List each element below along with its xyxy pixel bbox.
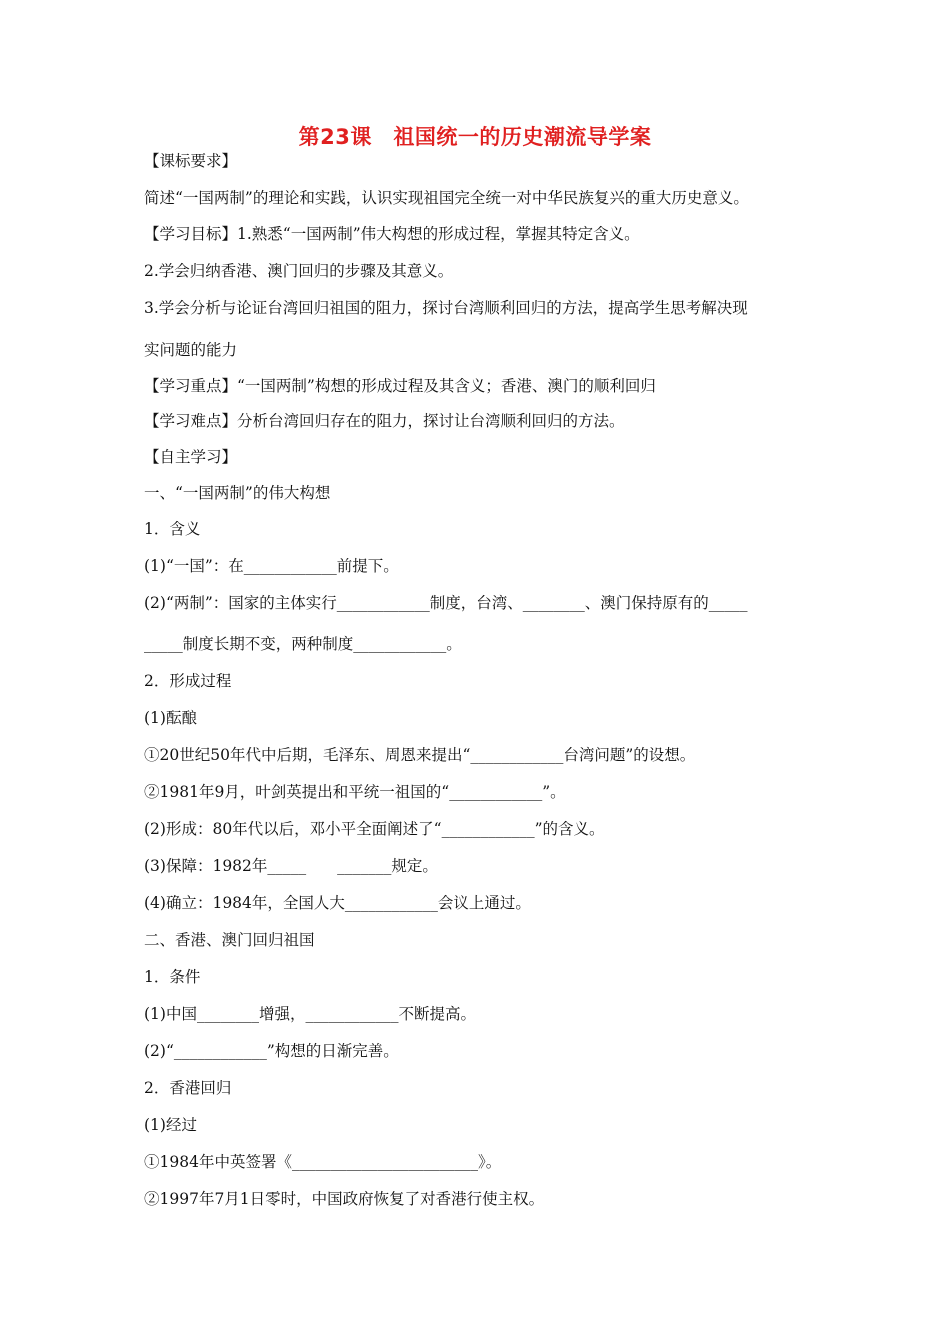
item-two-systems-cont: _____制度长期不变，两种制度____________。: [144, 635, 462, 653]
item-brewing: (1)酝酿: [144, 709, 197, 727]
item-conditions: 1．条件: [144, 968, 201, 986]
part-one-heading: 一、“一国两制”的伟大构想: [144, 484, 331, 502]
item-hongkong-return: 2．香港回归: [144, 1079, 232, 1097]
item-formation: 2．形成过程: [144, 672, 232, 690]
item-one-country: (1)“一国”：在____________前提下。: [144, 557, 399, 575]
item-guarantee: (3)保障：1982年_____ _______规定。: [144, 857, 438, 875]
learning-goal-2: 2.学会归纳香港、澳门回归的步骤及其意义。: [144, 262, 454, 280]
item-formed: (2)形成：80年代以后，邓小平全面阐述了“____________”的含义。: [144, 820, 605, 838]
part-two-heading: 二、香港、澳门回归祖国: [144, 931, 315, 949]
item-process: (1)经过: [144, 1116, 197, 1134]
learning-goal-1: 【学习目标】1.熟悉“一国两制”伟大构想的形成过程，掌握其特定含义。: [144, 225, 640, 243]
learning-goal-3-cont: 实问题的能力: [144, 341, 238, 359]
item-two-systems: (2)“两制”：国家的主体实行____________制度，台湾、________、澳门保持原有的_____: [144, 594, 748, 612]
item-brewing-2: ②1981年9月，叶剑英提出和平统一祖国的“____________”。: [144, 783, 566, 801]
item-process-2: ②1997年7月1日零时，中国政府恢复了对香港行使主权。: [144, 1190, 545, 1208]
item-brewing-1: ①20世纪50年代中后期，毛泽东、周恩来提出“____________台湾问题”的设想。: [144, 746, 696, 764]
document-title: 第23课 祖国统一的历史潮流导学案: [298, 125, 652, 149]
item-established: (4)确立：1984年，全国人大____________会议上通过。: [144, 894, 531, 912]
item-process-1: ①1984年中英签署《________________________》。: [144, 1153, 502, 1171]
section-heading-curriculum: 【课标要求】: [144, 152, 238, 170]
key-points: 【学习重点】“一国两制”构想的形成过程及其含义；香港、澳门的顺利回归: [144, 377, 656, 395]
item-meaning: 1．含义: [144, 520, 201, 538]
section-heading-self-study: 【自主学习】: [144, 448, 238, 466]
difficult-points: 【学习难点】分析台湾回归存在的阻力，探讨让台湾顺利回归的方法。: [144, 412, 625, 430]
item-conditions-2: (2)“____________”构想的日渐完善。: [144, 1042, 399, 1060]
learning-goal-3: 3.学会分析与论证台湾回归祖国的阻力，探讨台湾顺利回归的方法，提高学生思考解决现: [144, 299, 748, 317]
item-conditions-1: (1)中国________增强，____________不断提高。: [144, 1005, 476, 1023]
curriculum-text: 简述“一国两制”的理论和实践，认识实现祖国完全统一对中华民族复兴的重大历史意义。: [144, 189, 749, 207]
